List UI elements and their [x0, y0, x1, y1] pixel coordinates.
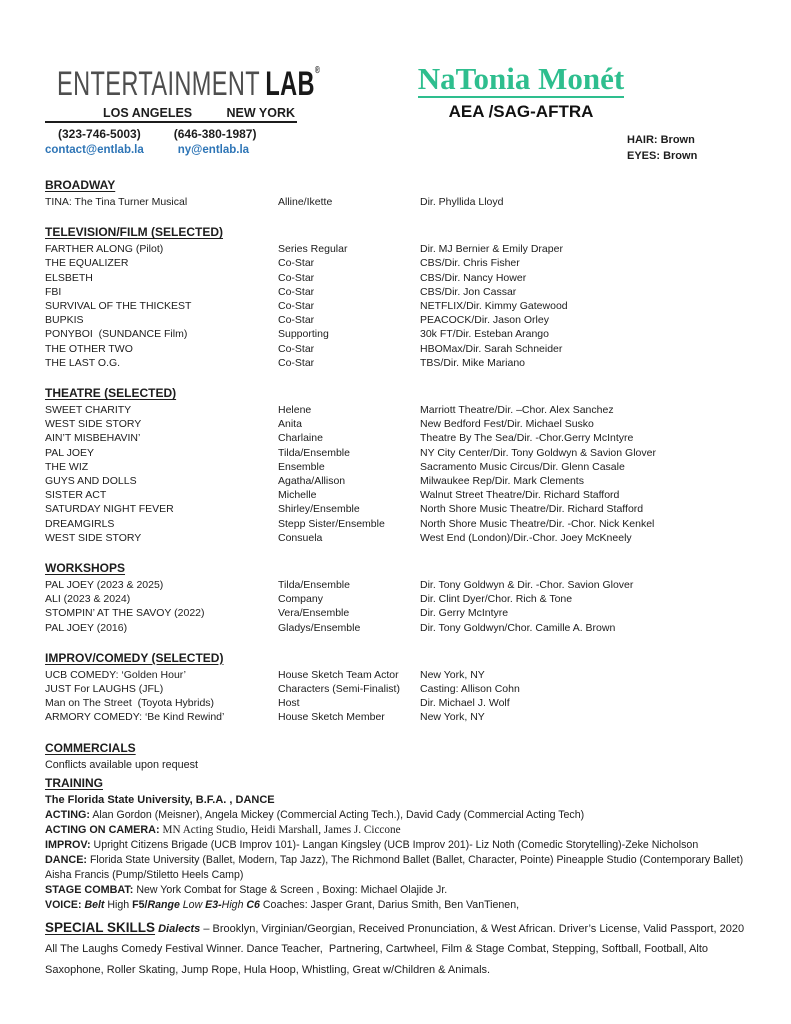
- credit-venue: Theatre By The Sea/Dir. -Chor.Gerry McIntyre: [420, 432, 634, 445]
- credit-production: UCB COMEDY: ‘Golden Hour’: [45, 668, 187, 681]
- credit-production: SWEET CHARITY: [45, 404, 132, 417]
- email-ny-link[interactable]: ny@entlab.la: [177, 144, 250, 156]
- voice-segment: E3-: [205, 898, 222, 911]
- credit-row: [45, 517, 751, 531]
- training-text: Florida State University (Ballet, Modern, Tap Jazz), The Richmond Ballet (Ballet, Character, Pointe) Pineapple Studio (Contemporary Ballet) Aisha Francis (Pump/Stiletto Heels Camp): [45, 853, 746, 881]
- credit-row: [45, 285, 751, 299]
- credit-role: House Sketch Member: [278, 711, 385, 724]
- credit-production: ALI (2023 & 2024): [45, 593, 131, 606]
- training-label: ACTING ON CAMERA:: [45, 823, 160, 836]
- credit-venue: Dir. MJ Bernier & Emily Draper: [420, 243, 563, 256]
- special-skills-lead: Dialects: [158, 922, 201, 935]
- credit-venue: Sacramento Music Circus/Dir. Glenn Casale: [420, 460, 625, 473]
- credit-production: AIN’T MISBEHAVIN’: [45, 432, 141, 445]
- credit-row: [45, 431, 751, 445]
- credit-venue: Walnut Street Theatre/Dir. Richard Stafford: [420, 489, 620, 502]
- credit-role: Ensemble: [278, 460, 325, 473]
- training-school: The Florida State University, B.F.A. , DANCE: [45, 793, 275, 806]
- credit-production: PAL JOEY (2016): [45, 621, 128, 634]
- voice-segment: High: [221, 898, 247, 911]
- performer-header: [366, 62, 676, 122]
- credit-role: Characters (Semi-Finalist): [278, 683, 400, 696]
- section-workshops: [45, 561, 751, 635]
- credit-row: [45, 195, 751, 209]
- credit-venue: North Shore Music Theatre/Dir. Richard Stafford: [420, 503, 644, 516]
- credit-venue: CBS/Dir. Nancy Hower: [420, 271, 527, 284]
- agency-header: [45, 64, 321, 156]
- credit-role: Charlaine: [278, 432, 323, 445]
- registered-trademark-icon: ®: [314, 64, 321, 75]
- training-text: Upright Citizens Brigade (UCB Improv 101)- Langan Kingsley (UCB Improv 201)- Liz Noth (Comedic Storytelling)-Zeke Nicholson: [93, 838, 699, 851]
- credit-venue: PEACOCK/Dir. Jason Orley: [420, 314, 549, 327]
- credit-venue: CBS/Dir. Chris Fisher: [420, 257, 520, 270]
- credit-row: [45, 488, 751, 502]
- credit-row: [45, 621, 751, 635]
- credit-row: [45, 256, 751, 270]
- section-title: THEATRE (SELECTED): [45, 386, 177, 401]
- voice-segment: VOICE:: [45, 898, 85, 911]
- credit-row: [45, 342, 751, 356]
- section-commercials: [45, 741, 751, 773]
- training-text: New York Combat for Stage & Screen , Boxing: Michael Olajide Jr.: [136, 883, 448, 896]
- credit-production: ARMORY COMEDY: ‘Be Kind Rewind’: [45, 711, 225, 724]
- credit-venue: Dir. Tony Goldwyn/Chor. Camille A. Brown: [420, 621, 616, 634]
- phone-la: (323-746-5003): [58, 127, 141, 141]
- credit-venue: Marriott Theatre/Dir. –Chor. Alex Sanchez: [420, 404, 614, 417]
- credit-role: Stepp Sister/Ensemble: [278, 517, 385, 530]
- credit-role: Agatha/Allison: [278, 475, 346, 488]
- credit-venue: TBS/Dir. Mike Mariano: [420, 356, 526, 369]
- performer-attributes: [627, 133, 697, 164]
- credit-venue: NY City Center/Dir. Tony Goldwyn & Savion Glover: [420, 446, 656, 459]
- credit-production: WEST SIDE STORY: [45, 418, 142, 431]
- credit-venue: Casting: Allison Cohn: [420, 683, 520, 696]
- performer-name: NaTonia Monét: [418, 62, 624, 98]
- special-skills-title: SPECIAL SKILLS: [45, 919, 156, 935]
- credit-row: [45, 710, 751, 724]
- section-training: [45, 776, 751, 913]
- credit-row: [45, 403, 751, 417]
- voice-segment: C6: [246, 898, 260, 911]
- credit-role: Co-Star: [278, 257, 315, 270]
- section-title: IMPROV/COMEDY (SELECTED): [45, 650, 224, 665]
- training-line-dance: [45, 853, 751, 883]
- section-title: TRAINING: [45, 775, 103, 790]
- training-line-acting: [45, 808, 751, 823]
- credit-venue: Dir. Phyllida Lloyd: [420, 196, 504, 208]
- agency-logo-accent: LAB®: [265, 64, 321, 103]
- credit-production: STOMPIN’ AT THE SAVOY (2022): [45, 607, 205, 620]
- agency-phones: [45, 127, 297, 141]
- credit-venue: 30k FT/Dir. Esteban Arango: [420, 328, 549, 341]
- credit-role: Gladys/Ensemble: [278, 621, 361, 634]
- office-new-york: NEW YORK: [226, 106, 295, 120]
- credit-venue: North Shore Music Theatre/Dir. -Chor. Nick Kenkel: [420, 517, 655, 530]
- credit-row: [45, 606, 751, 620]
- credit-role: House Sketch Team Actor: [278, 668, 399, 681]
- credit-venue: Milwaukee Rep/Dir. Mark Clements: [420, 475, 584, 488]
- phone-ny: (646-380-1987): [173, 127, 257, 141]
- office-los-angeles: LOS ANGELES: [103, 106, 193, 120]
- credit-row: [45, 578, 751, 592]
- training-line-improv: [45, 838, 751, 853]
- credit-production: GUYS AND DOLLS: [45, 475, 137, 488]
- agency-emails: [45, 144, 297, 156]
- credit-role: Michelle: [278, 489, 317, 502]
- agency-offices: [45, 106, 297, 123]
- credit-role: Co-Star: [278, 356, 315, 369]
- credit-role: Series Regular: [278, 243, 348, 256]
- training-label: ACTING:: [45, 808, 90, 821]
- credit-role: Tilda/Ensemble: [278, 579, 350, 592]
- commercials-note: Conflicts available upon request: [45, 758, 199, 771]
- credit-venue: Dir. Clint Dyer/Chor. Rich & Tone: [420, 593, 573, 606]
- voice-segment: High: [104, 898, 133, 911]
- credit-venue: New Bedford Fest/Dir. Michael Susko: [420, 418, 594, 431]
- credit-role: Co-Star: [278, 342, 315, 355]
- credit-production: TINA: The Tina Turner Musical: [45, 196, 188, 208]
- credit-role: Supporting: [278, 328, 329, 341]
- credit-production: THE OTHER TWO: [45, 342, 133, 355]
- credit-row: [45, 299, 751, 313]
- credit-role: Helene: [278, 404, 312, 417]
- credit-role: Company: [278, 593, 323, 606]
- hair-attribute: HAIR: Brown: [627, 134, 695, 146]
- training-line-stage-combat: [45, 883, 751, 898]
- credit-row: [45, 271, 751, 285]
- training-label: STAGE COMBAT:: [45, 883, 134, 896]
- section-improv-comedy: [45, 651, 751, 725]
- credit-role: Host: [278, 697, 300, 710]
- credit-row: [45, 592, 751, 606]
- email-la-link[interactable]: contact@entlab.la: [45, 144, 144, 156]
- credit-role: Co-Star: [278, 314, 315, 327]
- credit-row: [45, 696, 751, 710]
- training-text: MN Acting Studio, Heidi Marshall, James J. Ciccone: [162, 823, 401, 836]
- credit-row: [45, 531, 751, 545]
- section-title: TELEVISION/FILM (SELECTED): [45, 225, 224, 240]
- credit-role: Alline/Ikette: [278, 196, 333, 208]
- credit-venue: New York, NY: [420, 668, 485, 681]
- credit-role: Anita: [278, 418, 302, 431]
- credit-row: [45, 313, 751, 327]
- credit-row: [45, 356, 751, 370]
- credit-row: [45, 327, 751, 341]
- credit-role: Shirley/Ensemble: [278, 503, 360, 516]
- credit-venue: Dir. Gerry McIntyre: [420, 607, 509, 620]
- credit-row: [45, 502, 751, 516]
- credit-production: BUPKIS: [45, 314, 84, 327]
- credit-production: DREAMGIRLS: [45, 517, 115, 530]
- credit-venue: Dir. Tony Goldwyn & Dir. -Chor. Savion Glover: [420, 579, 634, 592]
- credit-venue: Dir. Michael J. Wolf: [420, 697, 510, 710]
- credit-role: Co-Star: [278, 285, 315, 298]
- credit-production: PONYBOI (SUNDANCE Film): [45, 328, 188, 341]
- training-label: DANCE:: [45, 853, 87, 866]
- credit-production: PAL JOEY: [45, 446, 95, 459]
- agency-logo: [57, 64, 321, 108]
- credit-production: FARTHER ALONG (Pilot): [45, 243, 164, 256]
- training-text: Alan Gordon (Meisner), Angela Mickey (Commercial Acting Tech.), David Cady (Commercial Acting Tech): [92, 808, 585, 821]
- credit-production: PAL JOEY (2023 & 2025): [45, 579, 164, 592]
- special-skills-text: – Brooklyn, Virginian/Georgian, Received Pronunciation, & West African. Driver’s License, Valid Passport, 2020 All The Laughs Comedy Festival Winner. Dance Teacher, Partnering, Cartwheel, Film & Stage Combat, Stepping, Softball, Football, Alto Saxophone, Roller Skating, Jump Rope, Hula Hoop, Whistling, Great w/Children & Animals.: [45, 922, 747, 976]
- voice-segment: F5/: [132, 898, 148, 911]
- credit-production: THE WIZ: [45, 460, 89, 473]
- credit-venue: West End (London)/Dir.-Chor. Joey McKneely: [420, 531, 632, 544]
- section-broadway: [45, 178, 751, 209]
- voice-segment: Coaches: Jasper Grant, Darius Smith, Ben VanTienen,: [259, 898, 520, 911]
- credit-role: Consuela: [278, 531, 323, 544]
- credit-role: Vera/Ensemble: [278, 607, 350, 620]
- credit-role: Tilda/Ensemble: [278, 446, 350, 459]
- section-special-skills: [45, 918, 751, 981]
- credit-venue: New York, NY: [420, 711, 485, 724]
- credit-production: Man on The Street (Toyota Hybrids): [45, 697, 215, 710]
- credit-venue: CBS/Dir. Jon Cassar: [420, 285, 517, 298]
- section-title: BROADWAY: [45, 178, 116, 192]
- training-label: IMPROV:: [45, 838, 91, 851]
- credit-production: THE LAST O.G.: [45, 356, 121, 369]
- voice-segment: Low: [179, 898, 206, 911]
- resume-content: [45, 178, 751, 980]
- credit-production: SURVIVAL OF THE THICKEST: [45, 300, 192, 313]
- credit-row: [45, 417, 751, 431]
- section-television-film: [45, 225, 751, 370]
- voice-segment: Belt: [84, 898, 105, 911]
- section-title: WORKSHOPS: [45, 561, 126, 576]
- credit-role: Co-Star: [278, 271, 315, 284]
- credit-production: THE EQUALIZER: [45, 257, 129, 270]
- section-theatre: [45, 386, 751, 545]
- credit-role: Co-Star: [278, 300, 315, 313]
- agency-logo-text: ENTERTAINMENT: [57, 64, 261, 103]
- credit-row: [45, 668, 751, 682]
- credit-row: [45, 682, 751, 696]
- training-line-voice: [45, 898, 751, 913]
- credit-production: JUST For LAUGHS (JFL): [45, 683, 164, 696]
- credit-row: [45, 474, 751, 488]
- credit-venue: HBOMax/Dir. Sarah Schneider: [420, 342, 563, 355]
- credit-production: SATURDAY NIGHT FEVER: [45, 503, 174, 516]
- credit-row: [45, 446, 751, 460]
- eyes-attribute: EYES: Brown: [627, 149, 698, 162]
- credit-production: ELSBETH: [45, 271, 93, 284]
- voice-segment: Range: [147, 898, 180, 911]
- credit-production: FBI: [45, 285, 62, 298]
- credit-production: SISTER ACT: [45, 489, 107, 502]
- performer-unions: AEA /SAG-AFTRA: [448, 102, 594, 122]
- credit-row: [45, 460, 751, 474]
- credit-venue: NETFLIX/Dir. Kimmy Gatewood: [420, 300, 568, 313]
- training-line-acting-on-camera: [45, 823, 751, 838]
- credit-row: [45, 242, 751, 256]
- credit-production: WEST SIDE STORY: [45, 531, 142, 544]
- section-title: COMMERCIALS: [45, 740, 136, 755]
